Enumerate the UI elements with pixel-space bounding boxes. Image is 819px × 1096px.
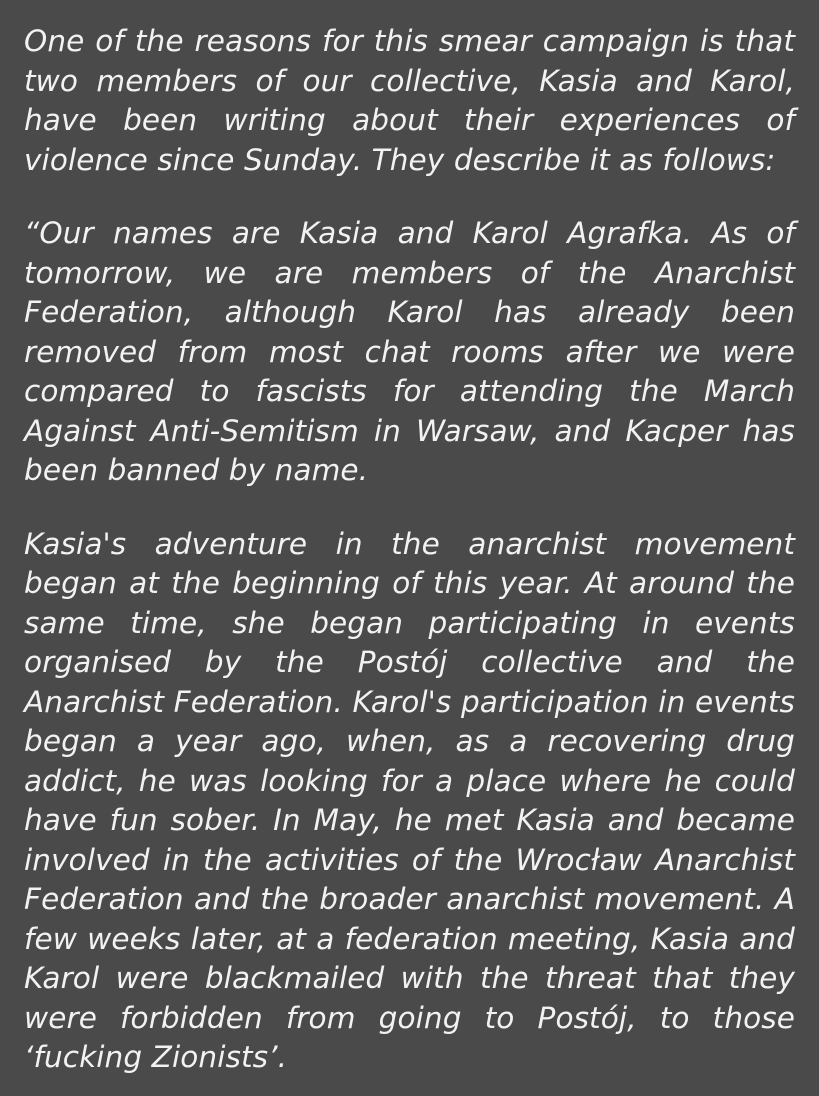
- paragraph-intro: One of the reasons for this smear campaign is that two members of our collective, Kasia and Karol, have been writing about their experiences of violence since Sunday. They describe it as follows:: [24, 24, 795, 177]
- paragraph-quote-body: Kasia's adventure in the anarchist movement began at the beginning of this year. At around the same time, she began participating in events organised by the Postój collective and the Anarchist Federation. Karol's participation in events began a year ago, when, as a recovering drug addict, he was looking for a place where he could have fun sober. In May, he met Kasia and became involved in the activities of the Wrocław Anarchist Federation and the broader anarchist movement. A few weeks later, at a federation meeting, Kasia and Karol were blackmailed with the threat that they were forbidden from going to Postój, to those ‘fucking Zionists’.: [24, 526, 795, 1074]
- paragraph-quote-opening: “Our names are Kasia and Karol Agrafka. As of tomorrow, we are members of the Anarchist Federation, although Karol has already been removed from most chat rooms after we were compared to fascists for attending the March Against Anti-Semitism in Warsaw, and Kacper has been banned by name.: [24, 216, 795, 487]
